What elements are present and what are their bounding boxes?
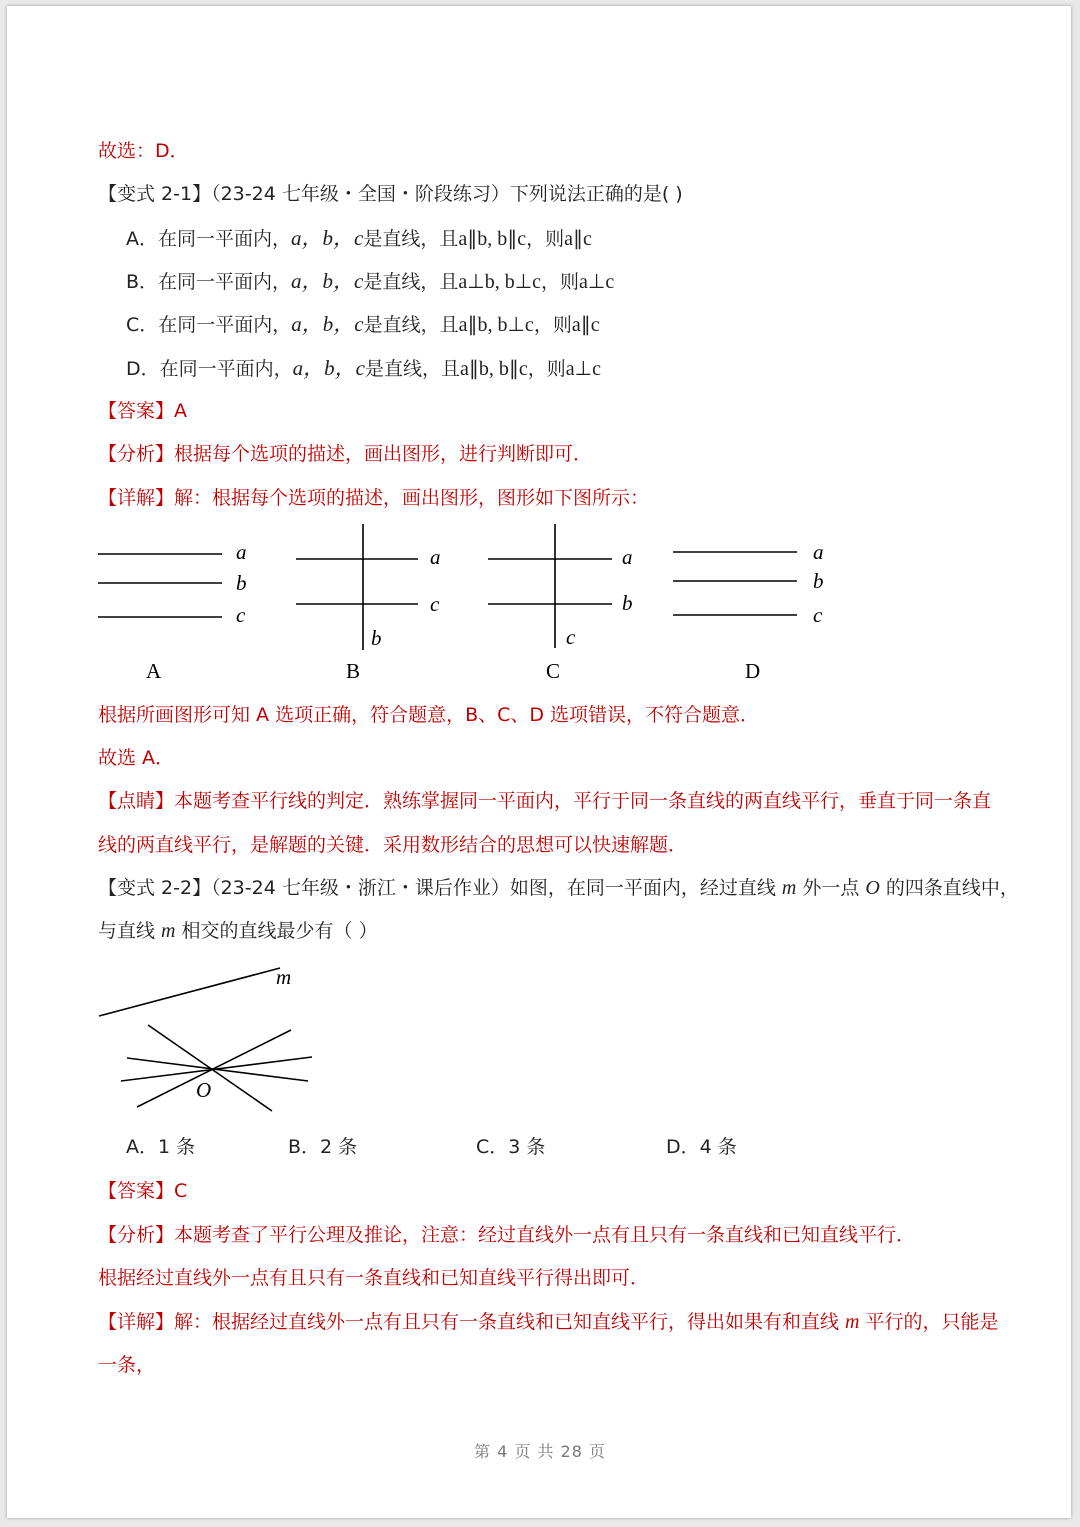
fig-c-label-b: b [622, 591, 633, 615]
fig-caption-d: D [745, 659, 761, 683]
option-b: B．在同一平面内，a，b，c是直线，且a⊥b, b⊥c，则a⊥c [126, 269, 615, 293]
fig-a-label-c: c [236, 603, 246, 627]
fig-b-label-a: a [430, 545, 441, 569]
choice-b: B．2 条 [288, 1136, 358, 1158]
option-c: C．在同一平面内，a，b，c是直线，且a∥b, b⊥c，则a∥c [126, 312, 600, 336]
analysis-2: 【分析】本题考查了平行公理及推论，注意：经过直线外一点有且只有一条直线和已知直线平行． [98, 1224, 916, 1246]
answer-2: 【答案】C [98, 1180, 188, 1202]
choose-a-line: 故选 A． [98, 747, 175, 769]
detail-2-line-1: 【详解】解：根据经过直线外一点有且只有一条直线和已知直线平行，得出如果有和直线 m 平行的，只能是 [98, 1311, 999, 1333]
choice-c: C．3 条 [476, 1136, 546, 1158]
analysis-2-line-2: 根据经过直线外一点有且只有一条直线和已知直线平行得出即可． [98, 1267, 650, 1289]
conclusion-1: 根据所画图形可知 A 选项正确，符合题意，B、C、D 选项错误，不符合题意． [98, 704, 760, 726]
detail-1: 【详解】解：根据每个选项的描述，画出图形，图形如下图所示： [98, 487, 650, 509]
fig-d-label-a: a [813, 540, 824, 564]
variant-2-2-question-line-1: 【变式 2-2】（23-24 七年级・浙江・课后作业）如图，在同一平面内，经过直线 m 外一点 O 的四条直线中， [98, 877, 1019, 899]
fig-caption-a: A [146, 659, 162, 683]
comment-1-line-1: 【点睛】本题考查平行线的判定．熟练掌握同一平面内，平行于同一条直线的两直线平行，垂直于同一条直 [98, 790, 992, 812]
fig-caption-c: C [546, 659, 561, 683]
fig-a-label-a: a [236, 540, 247, 564]
fig-d-label-b: b [813, 569, 824, 593]
comment-1-line-2: 线的两直线平行，是解题的关键．采用数形结合的思想可以快速解题． [98, 834, 688, 856]
fig-caption-b: B [346, 659, 361, 683]
analysis-1: 【分析】根据每个选项的描述，画出图形，进行判断即可． [98, 443, 593, 465]
choice-d: D．4 条 [666, 1136, 737, 1158]
fig-a-label-b: b [236, 571, 247, 595]
choose-d-line: 故选：D． [98, 140, 189, 162]
fig-c-label-a: a [622, 545, 633, 569]
label-o: O [196, 1078, 212, 1102]
lines-through-point-figure [0, 960, 400, 1120]
choice-a: A．1 条 [126, 1136, 196, 1158]
fig-c-label-c: c [566, 625, 576, 649]
parallel-lines-figure [0, 520, 1080, 690]
option-d: D．在同一平面内，a，b，c是直线，且a∥b, b∥c，则a⊥c [126, 356, 601, 380]
variant-2-2-question-line-2: 与直线 m 相交的直线最少有（ ） [98, 920, 378, 942]
option-a: A．在同一平面内，a，b，c是直线，且a∥b, b∥c，则a∥c [126, 226, 592, 250]
answer-1: 【答案】A [98, 400, 187, 422]
line-m [99, 968, 280, 1016]
detail-2-line-2: 一条， [98, 1354, 156, 1376]
page-footer: 第 4 页 共 28 页 [474, 1442, 606, 1461]
label-m: m [276, 965, 292, 989]
fig-d-label-c: c [813, 603, 823, 627]
variant-2-1-question: 【变式 2-1】（23-24 七年级・全国・阶段练习）下列说法正确的是( ) [98, 183, 683, 205]
fig-b-label-c: c [430, 592, 440, 616]
fig-b-label-b: b [371, 626, 382, 650]
